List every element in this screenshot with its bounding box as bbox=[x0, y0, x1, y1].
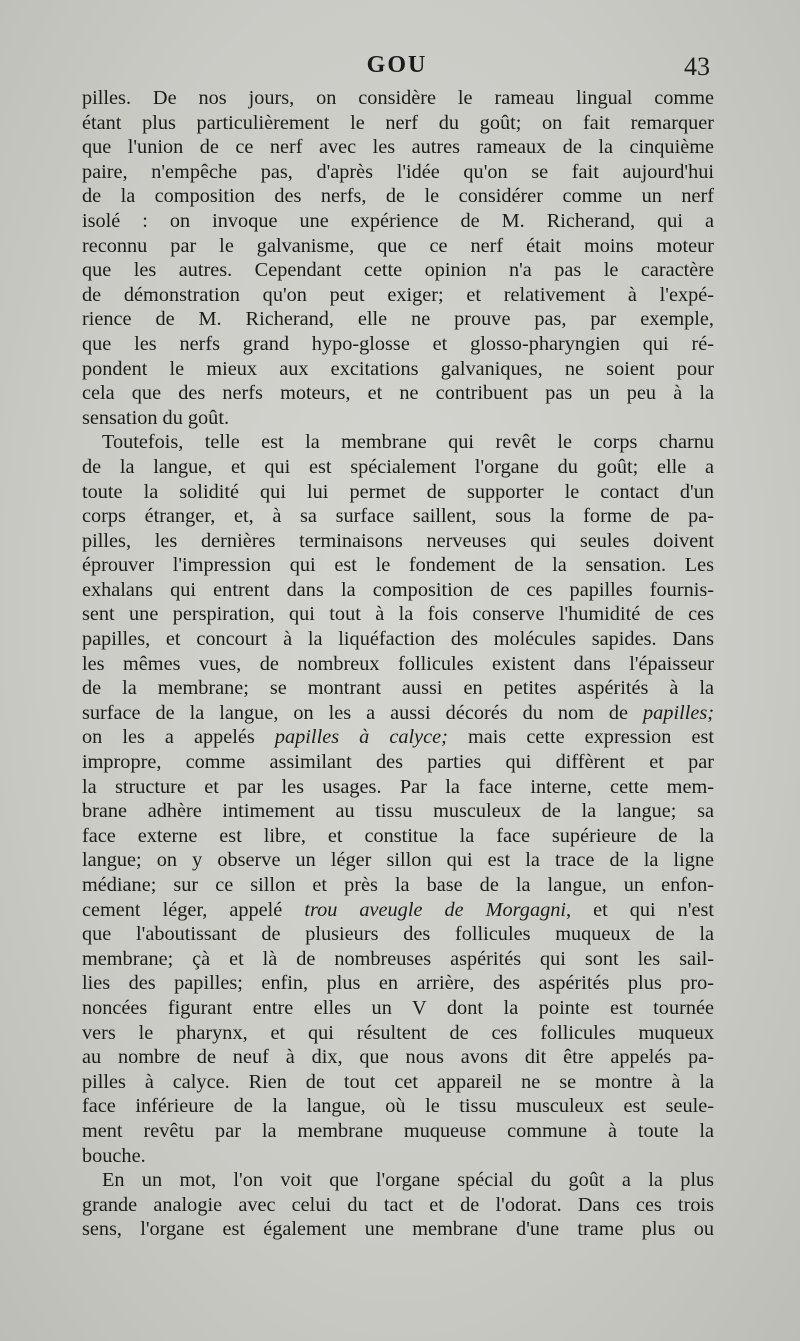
text-line: de démonstration qu'on peut exiger; et relativement à l'expé- bbox=[82, 283, 714, 306]
text-line: Toutefois, telle est la membrane qui revêt le corps charnu bbox=[102, 431, 714, 454]
text-line: paire, n'empêche pas, d'après l'idée qu'on se fait aujourd'hui bbox=[82, 160, 714, 183]
running-head: GOU bbox=[366, 52, 428, 78]
text-line: papilles, et concourt à la liquéfaction des molécules sapides. Dans bbox=[82, 628, 714, 651]
text-line: médiane; sur ce sillon et près la base de la langue, un enfon- bbox=[82, 874, 714, 896]
text-line: pilles. De nos jours, on considère le rameau lingual comme bbox=[82, 87, 714, 109]
text-line: étant plus particulièrement le nerf du goût; on fait remarquer bbox=[82, 111, 714, 134]
text-line: noncées figurant entre elles un V dont la pointe est tournée bbox=[82, 996, 714, 1019]
text-line: sensation du goût. bbox=[82, 406, 230, 429]
body-text bbox=[82, 86, 714, 1242]
text-line: impropre, comme assimilant des parties qui diffèrent et par bbox=[82, 751, 714, 774]
text-line: de la langue, et qui est spécialement l'organe du goût; elle a bbox=[82, 455, 714, 478]
text-line: toute la solidité qui lui permet de supporter le contact d'un bbox=[82, 480, 714, 503]
text-line: isolé : on invoque une expérience de M. Richerand, qui a bbox=[82, 209, 714, 232]
text-line: lies des papilles; enfin, plus en arrière, des aspérités plus pro- bbox=[82, 972, 714, 995]
text-line: reconnu par le galvanisme, que ce nerf était moins moteur bbox=[82, 234, 714, 257]
text-line: langue; on y observe un léger sillon qui est la trace de la ligne bbox=[82, 849, 714, 872]
text-line: que l'union de ce nerf avec les autres rameaux de la cinquième bbox=[82, 136, 714, 159]
text-line: surface de la langue, on les a aussi décorés du nom de papilles; bbox=[82, 701, 714, 724]
text-line: la structure et par les usages. Par la face interne, cette mem- bbox=[82, 775, 714, 798]
text-line: sent une perspiration, qui tout à la fois conserve l'humidité de ces bbox=[82, 603, 714, 626]
text-line: brane adhère intimement au tissu musculeux de la langue; sa bbox=[82, 800, 714, 823]
text-line: rience de M. Richerand, elle ne prouve pas, par exemple, bbox=[82, 308, 714, 331]
text-line: que les autres. Cependant cette opinion n'a pas le caractère bbox=[82, 259, 714, 282]
text-line: au nombre de neuf à dix, que nous avons dit être appelés pa- bbox=[82, 1046, 714, 1069]
text-line: face inférieure de la langue, où le tissu musculeux est seule- bbox=[82, 1095, 714, 1118]
text-line: pondent le mieux aux excitations galvaniques, ne soient pour bbox=[82, 357, 714, 380]
text-line: pilles à calyce. Rien de tout cet appareil ne se montre à la bbox=[82, 1070, 714, 1093]
text-line: on les a appelés papilles à calyce; mais cette expression est bbox=[82, 726, 714, 749]
text-line: corps étranger, et, à sa surface saillent, sous la forme de pa- bbox=[82, 505, 714, 528]
text-line: que l'aboutissant de plusieurs des follicules muqueux de la bbox=[82, 923, 714, 946]
text-line: exhalans qui entrent dans la composition de ces papilles fournis- bbox=[82, 578, 714, 601]
text-line: éprouver l'impression qui est le fondement de la sensation. Les bbox=[82, 554, 714, 577]
text-line: membrane; çà et là de nombreuses aspérités qui sont les sail- bbox=[82, 947, 714, 970]
text-line: sens, l'organe est également une membrane d'une trame plus ou bbox=[82, 1218, 714, 1241]
text-line: que les nerfs grand hypo-glosse et glosso-pharyngien qui ré- bbox=[82, 332, 714, 355]
text-line: En un mot, l'on voit que l'organe spécial du goût a la plus bbox=[102, 1169, 714, 1192]
text-line: bouche. bbox=[82, 1144, 146, 1167]
paragraph bbox=[82, 86, 714, 430]
paragraph bbox=[82, 1168, 714, 1242]
text-line: de la composition des nerfs, de le considérer comme un nerf bbox=[82, 185, 714, 208]
page-header bbox=[82, 52, 712, 84]
text-line: pilles, les dernières terminaisons nerveuses qui seules doivent bbox=[82, 529, 714, 552]
text-line: les mêmes vues, de nombreux follicules existent dans l'épaisseur bbox=[82, 652, 714, 675]
text-line: cela que des nerfs moteurs, et ne contribuent pas un peu à la bbox=[82, 382, 714, 405]
paragraph bbox=[82, 430, 714, 1168]
page-number: 43 bbox=[684, 52, 710, 81]
text-line: face externe est libre, et constitue la face supérieure de la bbox=[82, 824, 714, 847]
text-line: de la membrane; se montrant aussi en petites aspérités à la bbox=[82, 677, 714, 700]
text-line: ment revêtu par la membrane muqueuse commune à toute la bbox=[82, 1119, 714, 1142]
text-line: grande analogie avec celui du tact et de l'odorat. Dans ces trois bbox=[82, 1193, 714, 1216]
text-line: vers le pharynx, et qui résultent de ces follicules muqueux bbox=[82, 1021, 714, 1044]
text-line: cement léger, appelé trou aveugle de Morgagni, et qui n'est bbox=[82, 898, 714, 921]
